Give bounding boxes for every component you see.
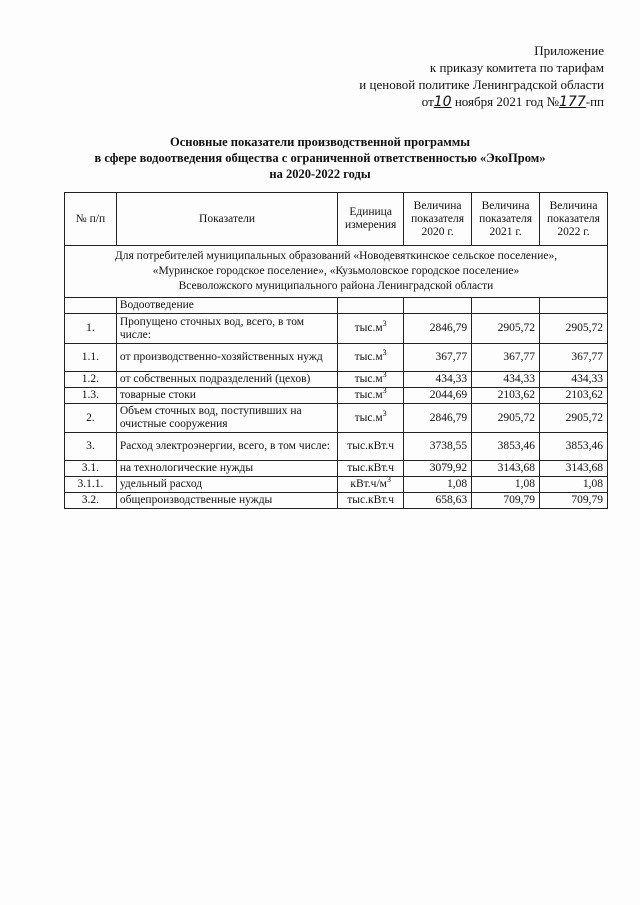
row-indicator-text: общепроизводственные нужды <box>119 494 273 506</box>
table-row <box>65 404 608 433</box>
row-value-2022 <box>540 388 608 404</box>
group-cell <box>65 246 608 298</box>
row-value-2020 <box>404 314 472 344</box>
row-number <box>65 477 117 493</box>
row-number-text: 1.1. <box>81 351 100 363</box>
appendix-line2: к приказу комитета по тарифам <box>429 60 604 75</box>
row-value-2020 <box>404 477 472 493</box>
table-row <box>65 388 608 404</box>
row-value-2021-text: 434,33 <box>503 373 535 385</box>
date-prefix: от <box>421 94 434 109</box>
header-indicator: Показатели <box>116 193 337 246</box>
row-unit <box>338 314 404 344</box>
row-value-2022-text: 2905,72 <box>565 322 603 334</box>
header-num: № п/п <box>65 193 117 246</box>
group-row <box>65 246 608 298</box>
section-label: Водоотведение <box>116 298 337 314</box>
row-unit <box>338 433 404 461</box>
row-indicator-text: Пропущено сточных вод, всего, в том числе: <box>119 315 305 341</box>
appendix-date-line <box>359 93 604 111</box>
row-value-2021-text: 2103,62 <box>497 389 535 401</box>
title-line2: в сфере водоотведения общества с ограниченной ответственностью «ЭкоПром» <box>94 151 546 165</box>
row-indicator-text: товарные стоки <box>119 389 196 401</box>
table-row <box>65 461 608 477</box>
group-line3: Всеволожского муниципального района Ленинградской области <box>178 280 494 292</box>
row-indicator-text: Расход электроэнергии, всего, в том числе: <box>119 440 330 452</box>
row-number <box>65 433 117 461</box>
date-middle: ноября 2021 год № <box>454 94 560 109</box>
header-2020: Величина показателя 2020 г. <box>404 193 472 246</box>
appendix-line1: Приложение <box>534 43 604 58</box>
row-number-text: 3.1.1. <box>77 478 104 490</box>
unit-superscript: 3 <box>382 370 387 380</box>
row-unit <box>338 461 404 477</box>
unit-superscript: 3 <box>382 386 387 396</box>
row-value-2022 <box>540 477 608 493</box>
unit-superscript: 3 <box>382 319 387 329</box>
table-row <box>65 433 608 461</box>
row-number <box>65 461 117 477</box>
row-value-2022 <box>540 493 608 509</box>
row-value-2020 <box>404 433 472 461</box>
row-value-2020 <box>404 493 472 509</box>
row-number-text: 3.2. <box>81 494 100 506</box>
row-value-2020 <box>404 404 472 433</box>
row-unit-text: тыс.кВт.ч <box>347 440 395 452</box>
row-unit-text: кВт.ч/м <box>350 478 387 490</box>
row-unit-text: тыс.м <box>354 411 383 424</box>
row-value-2022 <box>540 372 608 388</box>
row-unit-text: тыс.м <box>354 322 383 334</box>
row-value-2022-text: 2905,72 <box>565 411 603 424</box>
row-value-2020-text: 367,77 <box>435 351 468 363</box>
row-number-text: 1. <box>86 322 95 334</box>
row-value-2020-text: 434,33 <box>435 373 468 385</box>
row-indicator <box>116 477 337 493</box>
row-indicator <box>116 404 337 433</box>
table-row <box>65 314 608 344</box>
group-line2: «Муринское городское поселение», «Кузьмоловское городское поселение» <box>152 265 520 277</box>
table-row <box>65 344 608 372</box>
row-indicator <box>116 344 337 372</box>
row-value-2022-text: 2103,62 <box>565 389 603 401</box>
row-value-2020 <box>404 372 472 388</box>
row-indicator-text: Объем сточных вод, поступивших на очистные сооружения <box>119 405 302 430</box>
section-row <box>65 298 608 314</box>
row-value-2020-text: 1,08 <box>446 478 468 490</box>
row-value-2021 <box>472 461 540 477</box>
row-value-2021 <box>472 493 540 509</box>
row-indicator <box>116 461 337 477</box>
row-value-2021 <box>472 314 540 344</box>
row-indicator-text: удельный расход <box>119 478 203 490</box>
row-value-2020 <box>404 461 472 477</box>
row-value-2021 <box>472 344 540 372</box>
row-indicator-text: от собственных подразделений (цехов) <box>119 373 311 385</box>
row-number <box>65 493 117 509</box>
row-number <box>65 314 117 344</box>
row-value-2022 <box>540 344 608 372</box>
row-unit <box>338 388 404 404</box>
row-value-2022 <box>540 314 608 344</box>
appendix-line3: и ценовой политике Ленинградской области <box>359 77 604 92</box>
title-line1: Основные показатели производственной программы <box>169 135 471 149</box>
header-unit: Единица измерения <box>338 193 404 246</box>
row-unit-text: тыс.м <box>354 373 383 385</box>
row-number <box>65 388 117 404</box>
row-unit-text: тыс.кВт.ч <box>347 462 395 474</box>
table-row <box>65 372 608 388</box>
row-value-2020 <box>404 344 472 372</box>
row-indicator <box>116 372 337 388</box>
row-number-text: 1.2. <box>81 373 100 385</box>
row-value-2022-text: 709,79 <box>571 494 603 506</box>
row-indicator <box>116 433 337 461</box>
row-number <box>65 404 117 433</box>
row-unit <box>338 404 404 433</box>
row-value-2020-text: 658,63 <box>435 494 468 506</box>
header-2022: Величина показателя 2022 г. <box>540 193 608 246</box>
row-value-2021-text: 709,79 <box>503 494 535 506</box>
group-line1: Для потребителей муниципальных образований «Новодевяткинское сельское поселение», <box>114 250 558 262</box>
row-value-2021 <box>472 388 540 404</box>
title-line3: на 2020-2022 годы <box>269 167 371 181</box>
row-unit-text: тыс.м <box>354 351 383 363</box>
row-value-2021 <box>472 404 540 433</box>
row-value-2022-text: 3143,68 <box>565 462 603 474</box>
row-value-2020-text: 2044,69 <box>429 389 468 401</box>
row-value-2020-text: 3738,55 <box>429 440 468 452</box>
unit-superscript: 3 <box>382 408 387 418</box>
row-number-text: 1.3. <box>81 389 100 401</box>
row-value-2020 <box>404 388 472 404</box>
indicators-table <box>64 192 608 509</box>
row-number-text: 3. <box>86 440 95 452</box>
row-indicator <box>116 493 337 509</box>
order-number: 177 <box>559 94 586 110</box>
row-value-2021-text: 3853,46 <box>497 440 535 452</box>
row-indicator <box>116 314 337 344</box>
row-value-2021-text: 2905,72 <box>497 411 535 424</box>
row-value-2022-text: 3853,46 <box>565 440 603 452</box>
row-unit <box>338 493 404 509</box>
row-value-2021 <box>472 372 540 388</box>
unit-superscript: 3 <box>386 475 391 485</box>
document-title <box>0 134 640 182</box>
row-indicator <box>116 388 337 404</box>
row-number-text: 2. <box>86 411 95 424</box>
table-row <box>65 477 608 493</box>
row-indicator-text: от производственно-хозяйственных нужд <box>119 351 323 363</box>
row-number <box>65 372 117 388</box>
table-header-row <box>65 193 608 246</box>
row-value-2022-text: 367,77 <box>571 351 603 363</box>
row-unit <box>338 477 404 493</box>
row-value-2021 <box>472 433 540 461</box>
unit-superscript: 3 <box>382 348 387 358</box>
appendix-header <box>359 42 604 111</box>
row-unit <box>338 372 404 388</box>
row-indicator-text: на технологические нужды <box>119 462 254 474</box>
row-number-text: 3.1. <box>81 462 100 474</box>
row-value-2021-text: 367,77 <box>503 351 535 363</box>
row-value-2022-text: 1,08 <box>582 478 603 490</box>
row-number <box>65 344 117 372</box>
row-unit-text: тыс.кВт.ч <box>347 494 395 506</box>
row-value-2022 <box>540 461 608 477</box>
number-suffix: -пп <box>585 94 604 109</box>
header-2021: Величина показателя 2021 г. <box>472 193 540 246</box>
row-unit-text: тыс.м <box>354 389 383 401</box>
row-unit <box>338 344 404 372</box>
row-value-2020-text: 2846,79 <box>429 322 468 334</box>
row-value-2022-text: 434,33 <box>571 373 603 385</box>
row-value-2022 <box>540 433 608 461</box>
table-row <box>65 493 608 509</box>
row-value-2021-text: 1,08 <box>514 478 535 490</box>
row-value-2021-text: 2905,72 <box>497 322 535 334</box>
row-value-2020-text: 3079,92 <box>429 462 468 474</box>
row-value-2021 <box>472 477 540 493</box>
row-value-2022 <box>540 404 608 433</box>
date-day: 10 <box>433 94 452 110</box>
row-value-2021-text: 3143,68 <box>497 462 535 474</box>
row-value-2020-text: 2846,79 <box>429 411 468 424</box>
